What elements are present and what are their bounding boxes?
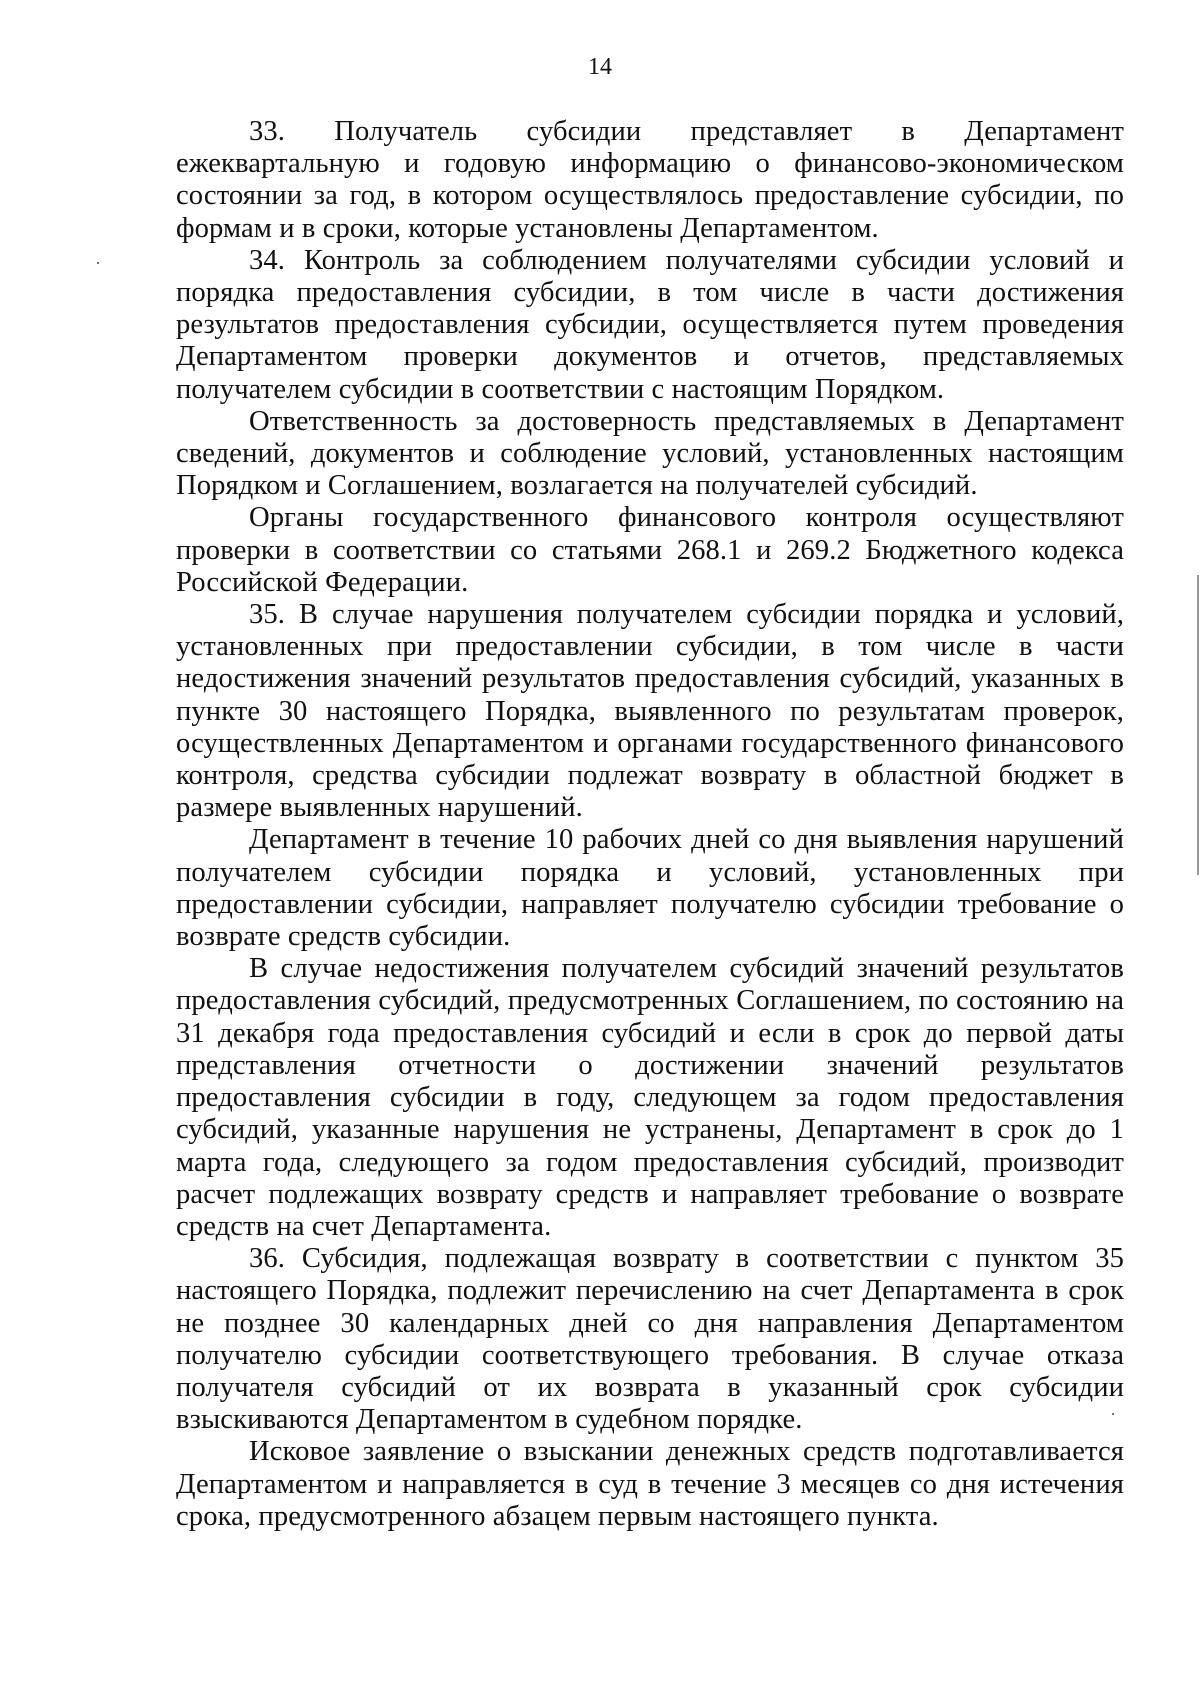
document-body <box>176 116 1124 1533</box>
paragraph-35: 35. В случае нарушения получателем субсидии порядка и условий, установленных при предоставлении субсидии, в том числе в части недостижения значений результатов предоставления субсидий, указанных в пункте 30 настоящего Порядка, выявленного по результатам проверок, осуществленных Департаментом и органами государственного финансового контроля, средства субсидии подлежат возврату в областной бюджет в размере выявленных нарушений. <box>176 599 1124 824</box>
paragraph-34-responsibility: Ответственность за достоверность представляемых в Департамент сведений, документов и соблюдение условий, установленных настоящим Порядком и Соглашением, возлагается на получателей субсидий. <box>176 405 1124 502</box>
paragraph-36: 36. Субсидия, подлежащая возврату в соответствии с пунктом 35 настоящего Порядка, подлежит перечислению на счет Департамента в срок не позднее 30 календарных дней со дня направления Департаментом получателю субсидии соответствующего требования. В случае отказа получателя субсидий от их возврата в указанный срок субсидии взыскиваются Департаментом в судебном порядке. <box>176 1243 1124 1436</box>
scan-artifact-line <box>1197 575 1199 875</box>
page-number: 14 <box>588 54 612 80</box>
paragraph-36-claim: Исковое заявление о взыскании денежных средств подготавливается Департаментом и направляется в суд в течение 3 месяцев со дня истечения срока, предусмотренного абзацем первым настоящего пункта. <box>176 1436 1124 1532</box>
paragraph-34-control-bodies: Органы государственного финансового контроля осуществляют проверки в соответствии со статьями 268.1 и 269.2 Бюджетного кодекса Российской Федерации. <box>176 502 1124 598</box>
paragraph-34: 34. Контроль за соблюдением получателями субсидии условий и порядка предоставления субсидии, в том числе в части достижения результатов предоставления субсидии, осуществляется путем проведения Департаментом проверки документов и отчетов, представляемых получателем субсидии в соответствии с настоящим Порядком. <box>176 244 1124 405</box>
paragraph-35-requirement: Департамент в течение 10 рабочих дней со дня выявления нарушений получателем субсидии порядка и условий, установленных при предоставлении субсидии, направляет получателю субсидии требование о возврате средств субсидии. <box>176 824 1124 953</box>
scan-speck <box>97 262 99 264</box>
paragraph-35-non-achievement: В случае недостижения получателем субсидий значений результатов предоставления субсидий, предусмотренных Соглашением, по состоянию на 31 декабря года предоставления субсидий и если в срок до первой даты представления отчетности о достижении значений результатов предоставления субсидии в году, следующем за годом предоставления субсидий, указанные нарушения не устранены, Департамент в срок до 1 марта года, следующего за годом предоставления субсидий, производит расчет подлежащих возврату средств и направляет требование о возврате средств на счет Департамента. <box>176 953 1124 1242</box>
paragraph-33: 33. Получатель субсидии представляет в Департамент ежеквартальную и годовую информацию о финансово-экономическом состоянии за год, в котором осуществлялось предоставление субсидии, по формам и в сроки, которые установлены Департаментом. <box>176 116 1124 244</box>
scan-speck <box>1112 1413 1114 1415</box>
